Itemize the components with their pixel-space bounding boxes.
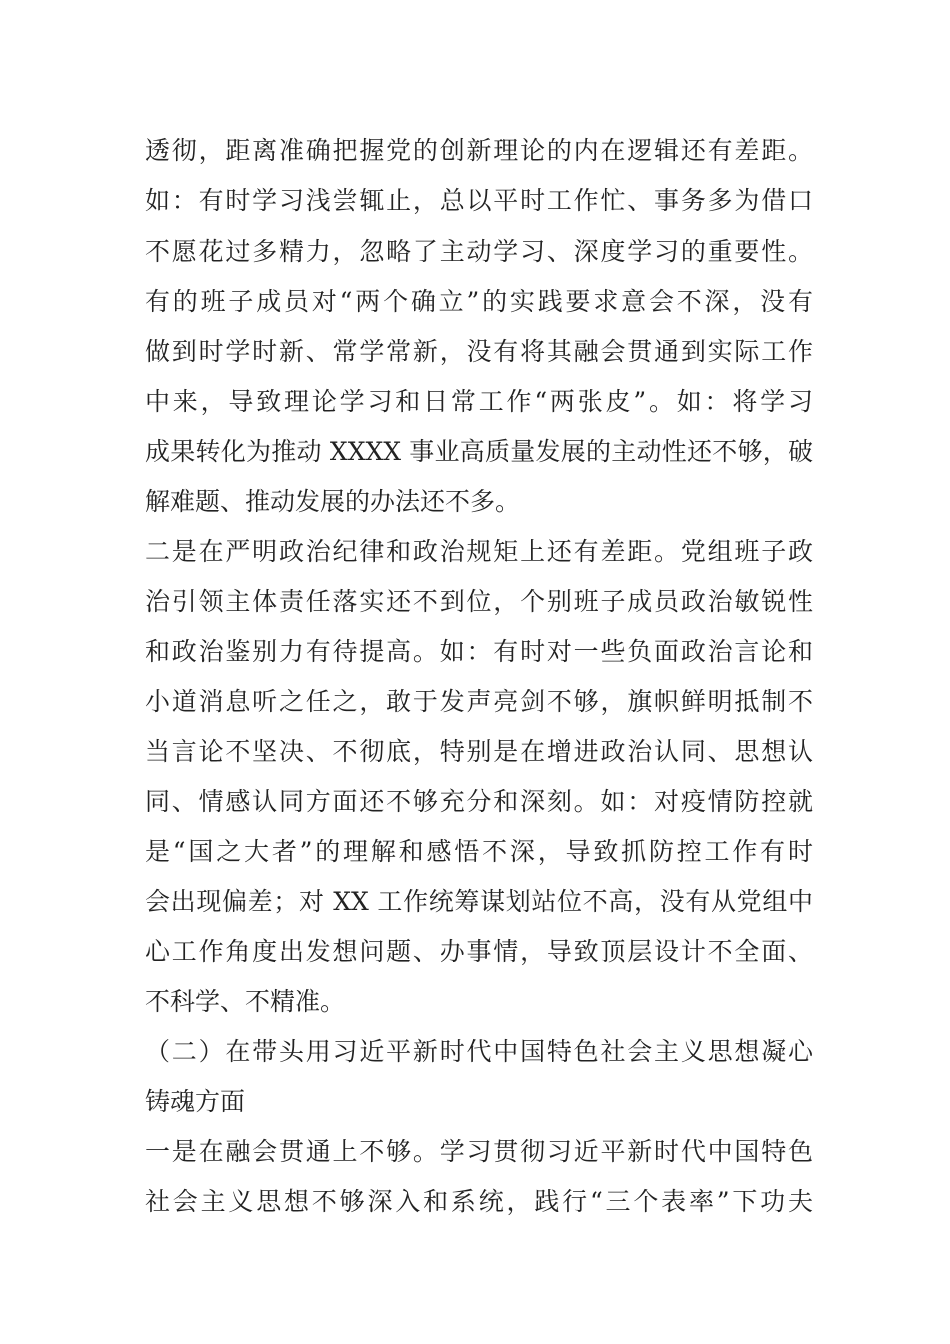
- text-line: 治引领主体责任落实还不到位，个别班子成员政治敏锐性: [145, 587, 813, 616]
- text-line: 社会主义思想不够深入和系统，践行“三个表率”下功夫: [145, 1187, 813, 1216]
- text-line: 小道消息听之任之，敢于发声亮剑不够，旗帜鲜明抵制不: [145, 687, 813, 716]
- text-line: 成果转化为推动 XXXX 事业高质量发展的主动性还不够，破: [145, 437, 813, 466]
- text-line: 不科学、不精准。: [145, 987, 346, 1016]
- text-line: 一是在融会贯通上不够。学习贯彻习近平新时代中国特色: [145, 1137, 813, 1166]
- text-line: 是“国之大者”的理解和感悟不深，导致抓防控工作有时: [145, 837, 813, 866]
- text-line: 当言论不坚决、不彻底，特别是在增进政治认同、思想认: [145, 737, 813, 766]
- text-line: 二是在严明政治纪律和政治规矩上还有差距。党组班子政: [145, 537, 813, 566]
- text-line: 如：有时学习浅尝辄止，总以平时工作忙、事务多为借口: [145, 186, 813, 215]
- text-line: 解难题、推动发展的办法还不多。: [145, 487, 521, 516]
- section-heading-line: （二）在带头用习近平新时代中国特色社会主义思想凝心: [145, 1037, 813, 1066]
- text-line: 有的班子成员对“两个确立”的实践要求意会不深，没有: [145, 287, 813, 316]
- text-line: 会出现偏差；对 XX 工作统筹谋划站位不高，没有从党组中: [145, 887, 813, 916]
- text-line: 同、情感认同方面还不够充分和深刻。如：对疫情防控就: [145, 787, 813, 816]
- text-line: 和政治鉴别力有待提高。如：有时对一些负面政治言论和: [145, 637, 813, 666]
- text-line: 中来，导致理论学习和日常工作“两张皮”。如：将学习: [145, 387, 813, 416]
- text-line: 透彻，距离准确把握党的创新理论的内在逻辑还有差距。: [145, 136, 813, 165]
- text-line: 做到时学时新、常学常新，没有将其融会贯通到实际工作: [145, 337, 813, 366]
- section-heading-line: 铸魂方面: [145, 1087, 246, 1116]
- text-line: 心工作角度出发想问题、办事情，导致顶层设计不全面、: [145, 937, 813, 966]
- text-line: 不愿花过多精力，忽略了主动学习、深度学习的重要性。: [145, 237, 813, 266]
